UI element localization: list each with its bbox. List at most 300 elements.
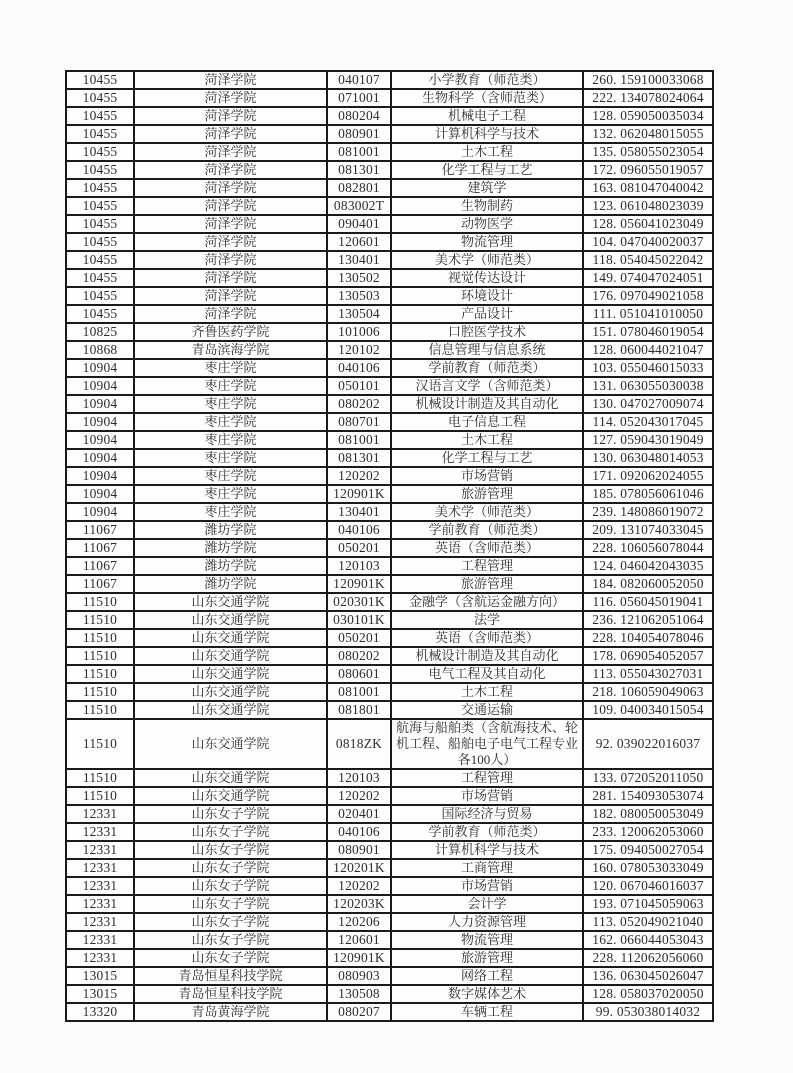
score-cell: 131. 063055030038	[583, 377, 713, 395]
table-row	[66, 215, 713, 233]
school-name-cell: 枣庄学院	[134, 359, 327, 377]
table-row	[66, 305, 713, 323]
major-name-cell: 产品设计	[391, 305, 583, 323]
table-row	[66, 769, 713, 787]
school-name-cell: 菏泽学院	[134, 287, 327, 305]
score-cell: 236. 121062051064	[583, 611, 713, 629]
school-code-cell: 11510	[66, 665, 134, 683]
table-row	[66, 647, 713, 665]
table-row	[66, 341, 713, 359]
school-code-cell: 10455	[66, 269, 134, 287]
major-code-cell: 080701	[327, 413, 391, 431]
score-cell: 135. 058055023054	[583, 143, 713, 161]
school-name-cell: 山东交通学院	[134, 701, 327, 719]
school-name-cell: 山东女子学院	[134, 913, 327, 931]
school-code-cell: 13015	[66, 967, 134, 985]
major-name-cell: 工程管理	[391, 769, 583, 787]
major-code-cell: 081001	[327, 683, 391, 701]
score-cell: 178. 069054052057	[583, 647, 713, 665]
school-name-cell: 枣庄学院	[134, 377, 327, 395]
school-name-cell: 菏泽学院	[134, 161, 327, 179]
major-code-cell: 120202	[327, 877, 391, 895]
score-cell: 209. 131074033045	[583, 521, 713, 539]
major-code-cell: 040106	[327, 823, 391, 841]
school-name-cell: 潍坊学院	[134, 557, 327, 575]
school-name-cell: 青岛滨海学院	[134, 341, 327, 359]
score-cell: 99. 053038014032	[583, 1003, 713, 1021]
major-name-cell: 机械电子工程	[391, 107, 583, 125]
score-cell: 111. 051041010050	[583, 305, 713, 323]
major-code-cell: 082801	[327, 179, 391, 197]
score-cell: 182. 080050053049	[583, 805, 713, 823]
table-row	[66, 665, 713, 683]
table-row	[66, 931, 713, 949]
major-name-cell: 生物制药	[391, 197, 583, 215]
major-name-cell: 电子信息工程	[391, 413, 583, 431]
major-name-cell: 土木工程	[391, 143, 583, 161]
school-name-cell: 菏泽学院	[134, 305, 327, 323]
table-row	[66, 575, 713, 593]
table-row	[66, 805, 713, 823]
score-cell: 281. 154093053074	[583, 787, 713, 805]
major-name-cell: 汉语言文学（含师范类）	[391, 377, 583, 395]
major-name-cell: 市场营销	[391, 467, 583, 485]
school-name-cell: 菏泽学院	[134, 269, 327, 287]
school-name-cell: 菏泽学院	[134, 143, 327, 161]
school-code-cell: 11510	[66, 611, 134, 629]
score-cell: 113. 055043027031	[583, 665, 713, 683]
major-code-cell: 080901	[327, 125, 391, 143]
major-name-cell: 网络工程	[391, 967, 583, 985]
school-code-cell: 10904	[66, 413, 134, 431]
school-name-cell: 山东交通学院	[134, 611, 327, 629]
score-cell: 132. 062048015055	[583, 125, 713, 143]
table-row	[66, 557, 713, 575]
school-code-cell: 11510	[66, 647, 134, 665]
score-cell: 104. 047040020037	[583, 233, 713, 251]
table-row	[66, 413, 713, 431]
major-name-cell: 旅游管理	[391, 485, 583, 503]
school-code-cell: 11510	[66, 769, 134, 787]
school-name-cell: 枣庄学院	[134, 413, 327, 431]
major-name-cell: 化学工程与工艺	[391, 161, 583, 179]
major-code-cell: 120601	[327, 931, 391, 949]
score-cell: 133. 072052011050	[583, 769, 713, 787]
school-name-cell: 山东女子学院	[134, 805, 327, 823]
table-row	[66, 841, 713, 859]
major-code-cell: 081001	[327, 143, 391, 161]
school-name-cell: 菏泽学院	[134, 179, 327, 197]
major-code-cell: 120202	[327, 467, 391, 485]
major-code-cell: 080202	[327, 647, 391, 665]
school-code-cell: 10904	[66, 467, 134, 485]
school-name-cell: 菏泽学院	[134, 197, 327, 215]
table-row	[66, 859, 713, 877]
table-row	[66, 503, 713, 521]
major-code-cell: 020301K	[327, 593, 391, 611]
school-name-cell: 枣庄学院	[134, 449, 327, 467]
school-name-cell: 菏泽学院	[134, 233, 327, 251]
school-code-cell: 12331	[66, 949, 134, 967]
table-row	[66, 539, 713, 557]
major-name-cell: 物流管理	[391, 233, 583, 251]
major-name-cell: 计算机科学与技术	[391, 841, 583, 859]
major-name-cell: 学前教育（师范类）	[391, 823, 583, 841]
school-code-cell: 13320	[66, 1003, 134, 1021]
school-code-cell: 11510	[66, 629, 134, 647]
major-code-cell: 120203K	[327, 895, 391, 913]
table-row	[66, 985, 713, 1003]
school-code-cell: 10904	[66, 431, 134, 449]
school-code-cell: 10455	[66, 71, 134, 89]
major-name-cell: 人力资源管理	[391, 913, 583, 931]
major-code-cell: 090401	[327, 215, 391, 233]
major-code-cell: 030101K	[327, 611, 391, 629]
major-code-cell: 120901K	[327, 949, 391, 967]
major-code-cell: 130504	[327, 305, 391, 323]
score-cell: 151. 078046019054	[583, 323, 713, 341]
school-name-cell: 青岛恒星科技学院	[134, 985, 327, 1003]
table-row	[66, 449, 713, 467]
major-name-cell: 旅游管理	[391, 575, 583, 593]
major-name-cell: 学前教育（师范类）	[391, 359, 583, 377]
school-code-cell: 10868	[66, 341, 134, 359]
major-name-cell: 工程管理	[391, 557, 583, 575]
score-cell: 118. 054045022042	[583, 251, 713, 269]
table-row	[66, 71, 713, 89]
major-name-cell: 交通运输	[391, 701, 583, 719]
major-name-cell: 环境设计	[391, 287, 583, 305]
school-name-cell: 菏泽学院	[134, 125, 327, 143]
school-name-cell: 山东交通学院	[134, 787, 327, 805]
major-code-cell: 071001	[327, 89, 391, 107]
table-row	[66, 269, 713, 287]
table-row	[66, 197, 713, 215]
school-code-cell: 10455	[66, 107, 134, 125]
school-code-cell: 11510	[66, 787, 134, 805]
school-code-cell: 11510	[66, 593, 134, 611]
school-code-cell: 10904	[66, 503, 134, 521]
score-cell: 239. 148086019072	[583, 503, 713, 521]
table-row	[66, 877, 713, 895]
major-name-cell: 法学	[391, 611, 583, 629]
score-cell: 92. 039022016037	[583, 719, 713, 769]
school-code-cell: 11510	[66, 701, 134, 719]
table-row	[66, 233, 713, 251]
school-code-cell: 12331	[66, 913, 134, 931]
table-row	[66, 913, 713, 931]
major-code-cell: 120102	[327, 341, 391, 359]
major-code-cell: 080204	[327, 107, 391, 125]
school-name-cell: 山东女子学院	[134, 877, 327, 895]
school-code-cell: 11067	[66, 521, 134, 539]
school-name-cell: 潍坊学院	[134, 575, 327, 593]
major-name-cell: 数字媒体艺术	[391, 985, 583, 1003]
school-name-cell: 菏泽学院	[134, 71, 327, 89]
school-code-cell: 10455	[66, 89, 134, 107]
school-name-cell: 山东女子学院	[134, 949, 327, 967]
score-cell: 260. 159100033068	[583, 71, 713, 89]
major-name-cell: 英语（含师范类）	[391, 539, 583, 557]
school-code-cell: 10825	[66, 323, 134, 341]
school-code-cell: 10904	[66, 377, 134, 395]
major-name-cell: 机械设计制造及其自动化	[391, 647, 583, 665]
score-cell: 222. 134078024064	[583, 89, 713, 107]
major-name-cell: 土木工程	[391, 683, 583, 701]
school-code-cell: 11510	[66, 719, 134, 769]
score-cell: 128. 060044021047	[583, 341, 713, 359]
major-code-cell: 101006	[327, 323, 391, 341]
school-name-cell: 山东交通学院	[134, 665, 327, 683]
major-name-cell: 土木工程	[391, 431, 583, 449]
major-code-cell: 120103	[327, 557, 391, 575]
major-name-cell: 机械设计制造及其自动化	[391, 395, 583, 413]
major-name-cell: 旅游管理	[391, 949, 583, 967]
score-cell: 136. 063045026047	[583, 967, 713, 985]
table-row	[66, 823, 713, 841]
major-code-cell: 080901	[327, 841, 391, 859]
school-name-cell: 山东女子学院	[134, 823, 327, 841]
table-row	[66, 967, 713, 985]
school-code-cell: 10455	[66, 161, 134, 179]
score-cell: 128. 058037020050	[583, 985, 713, 1003]
major-code-cell: 081301	[327, 449, 391, 467]
major-code-cell: 130508	[327, 985, 391, 1003]
major-code-cell: 130401	[327, 251, 391, 269]
major-code-cell: 080903	[327, 967, 391, 985]
table-row	[66, 125, 713, 143]
table-row	[66, 895, 713, 913]
table-row	[66, 323, 713, 341]
score-cell: 114. 052043017045	[583, 413, 713, 431]
score-cell: 228. 104054078046	[583, 629, 713, 647]
major-name-cell: 信息管理与信息系统	[391, 341, 583, 359]
major-name-cell: 英语（含师范类）	[391, 629, 583, 647]
major-name-cell: 美术学（师范类）	[391, 503, 583, 521]
major-name-cell: 学前教育（师范类）	[391, 521, 583, 539]
school-code-cell: 11510	[66, 683, 134, 701]
school-name-cell: 菏泽学院	[134, 215, 327, 233]
major-code-cell: 0818ZK	[327, 719, 391, 769]
school-code-cell: 10904	[66, 449, 134, 467]
table-row	[66, 787, 713, 805]
table-row	[66, 593, 713, 611]
major-name-cell: 金融学（含航运金融方向）	[391, 593, 583, 611]
score-cell: 184. 082060052050	[583, 575, 713, 593]
school-code-cell: 10455	[66, 125, 134, 143]
table-row	[66, 683, 713, 701]
school-name-cell: 山东交通学院	[134, 719, 327, 769]
table-row	[66, 1003, 713, 1021]
table-row	[66, 161, 713, 179]
score-cell: 162. 066044053043	[583, 931, 713, 949]
score-cell: 130. 047027009074	[583, 395, 713, 413]
table-row	[66, 395, 713, 413]
school-code-cell: 12331	[66, 859, 134, 877]
table-row	[66, 377, 713, 395]
school-code-cell: 10455	[66, 305, 134, 323]
major-name-cell: 车辆工程	[391, 1003, 583, 1021]
major-name-cell: 国际经济与贸易	[391, 805, 583, 823]
score-cell: 163. 081047040042	[583, 179, 713, 197]
table-row	[66, 287, 713, 305]
school-code-cell: 12331	[66, 877, 134, 895]
score-cell: 228. 112062056060	[583, 949, 713, 967]
school-code-cell: 10455	[66, 233, 134, 251]
admission-score-table	[65, 70, 714, 1022]
school-code-cell: 10904	[66, 395, 134, 413]
score-cell: 175. 094050027054	[583, 841, 713, 859]
school-name-cell: 菏泽学院	[134, 251, 327, 269]
major-name-cell: 视觉传达设计	[391, 269, 583, 287]
score-cell: 130. 063048014053	[583, 449, 713, 467]
score-cell: 233. 120062053060	[583, 823, 713, 841]
major-code-cell: 050201	[327, 629, 391, 647]
table-row	[66, 485, 713, 503]
school-name-cell: 山东交通学院	[134, 629, 327, 647]
table-row	[66, 431, 713, 449]
major-code-cell: 120202	[327, 787, 391, 805]
major-code-cell: 080207	[327, 1003, 391, 1021]
score-cell: 127. 059043019049	[583, 431, 713, 449]
table-row	[66, 611, 713, 629]
major-code-cell: 120601	[327, 233, 391, 251]
school-code-cell: 10455	[66, 143, 134, 161]
major-code-cell: 081801	[327, 701, 391, 719]
score-cell: 128. 056041023049	[583, 215, 713, 233]
school-name-cell: 潍坊学院	[134, 521, 327, 539]
score-cell: 160. 078053033049	[583, 859, 713, 877]
major-name-cell: 计算机科学与技术	[391, 125, 583, 143]
major-name-cell: 化学工程与工艺	[391, 449, 583, 467]
major-code-cell: 080202	[327, 395, 391, 413]
score-cell: 103. 055046015033	[583, 359, 713, 377]
score-cell: 124. 046042043035	[583, 557, 713, 575]
table-row	[66, 701, 713, 719]
school-name-cell: 枣庄学院	[134, 467, 327, 485]
school-code-cell: 12331	[66, 841, 134, 859]
major-name-cell: 动物医学	[391, 215, 583, 233]
score-cell: 171. 092062024055	[583, 467, 713, 485]
score-cell: 172. 096055019057	[583, 161, 713, 179]
school-name-cell: 山东交通学院	[134, 647, 327, 665]
school-name-cell: 枣庄学院	[134, 503, 327, 521]
table-row	[66, 629, 713, 647]
major-code-cell: 120901K	[327, 575, 391, 593]
major-code-cell: 120901K	[327, 485, 391, 503]
major-name-cell: 工商管理	[391, 859, 583, 877]
score-cell: 176. 097049021058	[583, 287, 713, 305]
score-cell: 116. 056045019041	[583, 593, 713, 611]
major-name-cell: 航海与船舶类（含航海技术、轮机工程、船舶电子电气工程专业各100人）	[391, 719, 583, 769]
major-name-cell: 建筑学	[391, 179, 583, 197]
school-code-cell: 12331	[66, 823, 134, 841]
school-code-cell: 12331	[66, 895, 134, 913]
school-code-cell: 10455	[66, 251, 134, 269]
major-code-cell: 080601	[327, 665, 391, 683]
major-name-cell: 小学教育（师范类）	[391, 71, 583, 89]
major-name-cell: 会计学	[391, 895, 583, 913]
major-code-cell: 120103	[327, 769, 391, 787]
score-cell: 123. 061048023039	[583, 197, 713, 215]
school-code-cell: 11067	[66, 575, 134, 593]
score-cell: 149. 074047024051	[583, 269, 713, 287]
table-row	[66, 143, 713, 161]
school-name-cell: 齐鲁医药学院	[134, 323, 327, 341]
major-code-cell: 130503	[327, 287, 391, 305]
school-name-cell: 山东女子学院	[134, 895, 327, 913]
school-code-cell: 12331	[66, 931, 134, 949]
major-code-cell: 120201K	[327, 859, 391, 877]
score-cell: 218. 106059049063	[583, 683, 713, 701]
school-code-cell: 10455	[66, 215, 134, 233]
school-name-cell: 菏泽学院	[134, 107, 327, 125]
school-name-cell: 山东交通学院	[134, 769, 327, 787]
school-name-cell: 菏泽学院	[134, 89, 327, 107]
school-name-cell: 山东交通学院	[134, 683, 327, 701]
major-code-cell: 081001	[327, 431, 391, 449]
table-row	[66, 359, 713, 377]
table-row	[66, 467, 713, 485]
school-name-cell: 青岛黄海学院	[134, 1003, 327, 1021]
major-name-cell: 市场营销	[391, 877, 583, 895]
school-code-cell: 11067	[66, 539, 134, 557]
major-code-cell: 040106	[327, 359, 391, 377]
major-code-cell: 083002T	[327, 197, 391, 215]
school-name-cell: 青岛恒星科技学院	[134, 967, 327, 985]
major-name-cell: 口腔医学技术	[391, 323, 583, 341]
school-name-cell: 山东女子学院	[134, 841, 327, 859]
school-code-cell: 10455	[66, 287, 134, 305]
school-code-cell: 10904	[66, 359, 134, 377]
major-name-cell: 市场营销	[391, 787, 583, 805]
school-name-cell: 山东女子学院	[134, 859, 327, 877]
score-cell: 109. 040034015054	[583, 701, 713, 719]
major-code-cell: 130502	[327, 269, 391, 287]
major-code-cell: 020401	[327, 805, 391, 823]
school-name-cell: 山东交通学院	[134, 593, 327, 611]
major-code-cell: 050201	[327, 539, 391, 557]
school-code-cell: 10455	[66, 197, 134, 215]
score-table-body	[66, 71, 713, 1021]
score-cell: 193. 071045059063	[583, 895, 713, 913]
major-name-cell: 美术学（师范类）	[391, 251, 583, 269]
table-row	[66, 251, 713, 269]
school-code-cell: 11067	[66, 557, 134, 575]
table-row	[66, 89, 713, 107]
table-row	[66, 107, 713, 125]
school-code-cell: 13015	[66, 985, 134, 1003]
school-name-cell: 山东女子学院	[134, 931, 327, 949]
school-name-cell: 枣庄学院	[134, 485, 327, 503]
table-row	[66, 179, 713, 197]
school-code-cell: 10904	[66, 485, 134, 503]
major-code-cell: 040107	[327, 71, 391, 89]
score-cell: 128. 059050035034	[583, 107, 713, 125]
school-name-cell: 潍坊学院	[134, 539, 327, 557]
school-code-cell: 10455	[66, 179, 134, 197]
major-code-cell: 120206	[327, 913, 391, 931]
score-cell: 120. 067046016037	[583, 877, 713, 895]
score-cell: 185. 078056061046	[583, 485, 713, 503]
major-name-cell: 物流管理	[391, 931, 583, 949]
major-code-cell: 050101	[327, 377, 391, 395]
table-row	[66, 521, 713, 539]
major-code-cell: 081301	[327, 161, 391, 179]
table-row	[66, 719, 713, 769]
school-code-cell: 12331	[66, 805, 134, 823]
score-cell: 228. 106056078044	[583, 539, 713, 557]
